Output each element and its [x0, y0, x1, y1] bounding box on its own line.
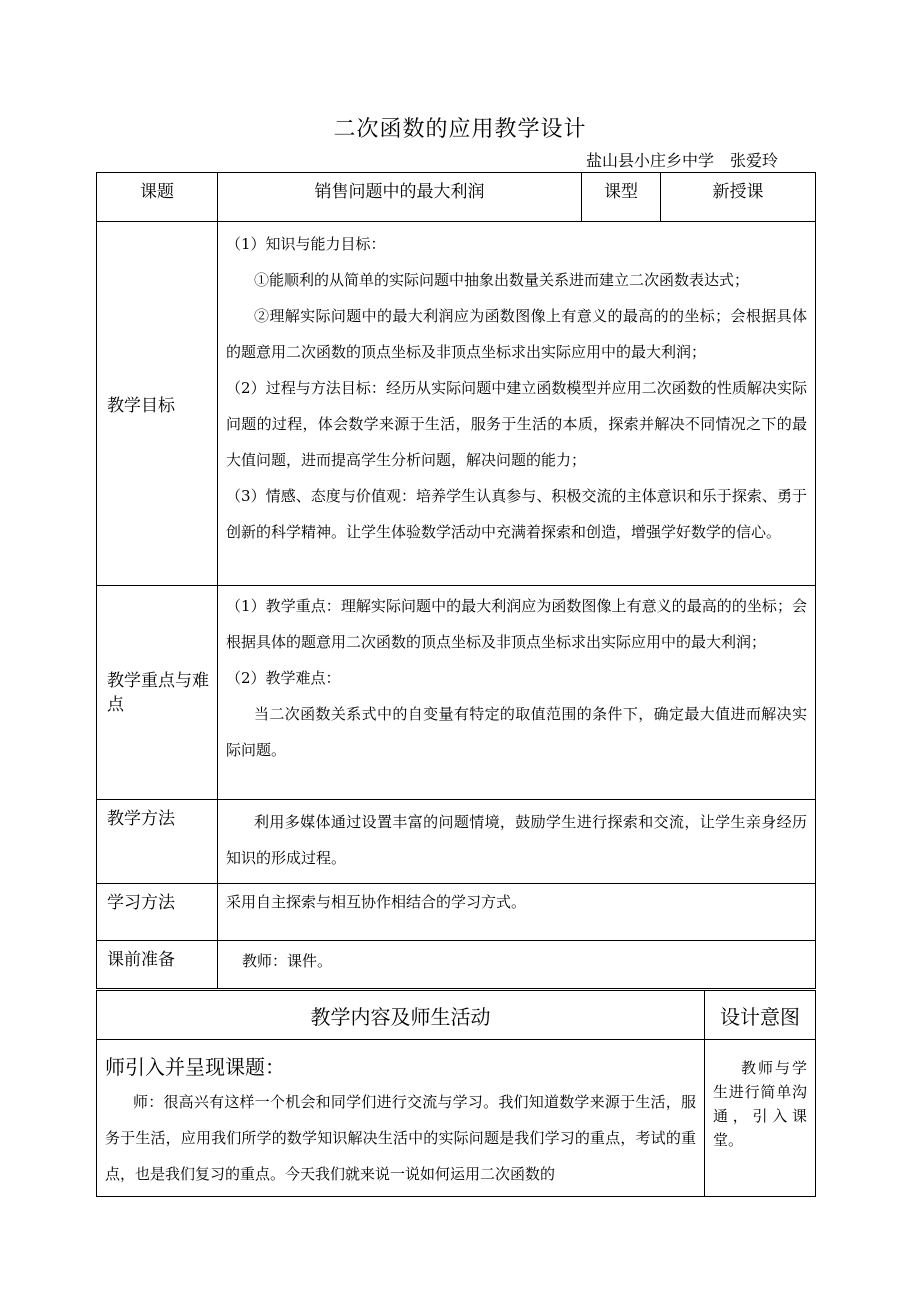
activity-table: [96, 990, 816, 1197]
study-label: 学习方法: [97, 884, 218, 941]
method-label: 教学方法: [97, 800, 218, 884]
goal-3: （3）情感、态度与价值观：培养学生认真参与、积极交流的主体意识和乐于探索、勇于创新的科学精神。让学生体验数学活动中充满着探索和创造，增强学好数学的信心。: [226, 487, 807, 541]
goal-1a: ①能顺利的从简单的实际问题中抽象出数量关系进而建立二次函数表达式；: [254, 271, 750, 289]
activity-header-row: [97, 991, 816, 1040]
study-text: 采用自主探索与相互协作相结合的学习方式。: [226, 893, 527, 911]
topic-row: [97, 173, 816, 222]
study-content: [218, 884, 816, 941]
prep-content: [218, 941, 816, 989]
topic-label: 课题: [97, 173, 218, 222]
goals-content: [218, 222, 816, 586]
topic-value: 销售问题中的最大利润: [218, 173, 582, 222]
header-content: 教学内容及师生活动: [97, 991, 705, 1040]
prep-label: 课前准备: [97, 941, 218, 989]
key-label: 教学重点与难点: [97, 586, 218, 800]
activity-body-row: [97, 1040, 816, 1197]
lesson-info-table: [96, 172, 816, 989]
goals-row: [97, 222, 816, 586]
prep-text: 教师：课件。: [242, 952, 333, 970]
goal-1b: ②理解实际问题中的最大利润应为函数图像上有意义的最高的的坐标；会根据具体的题意用二次函数的顶点坐标及非顶点坐标求出实际应用中的最大利润；: [226, 307, 807, 361]
key-content: [218, 586, 816, 800]
type-label: 课型: [582, 173, 661, 222]
intent-text: 教师与学生进行简单沟通，引入课堂。: [713, 1059, 807, 1149]
intent-content: [705, 1040, 816, 1197]
key-row: [97, 586, 816, 800]
header-intent: 设计意图: [705, 991, 816, 1040]
goal-2: （2）过程与方法目标：经历从实际问题中建立函数模型并应用二次函数的性质解决实际问题的过程，体会数学来源于生活，服务于生活的本质，探索并解决不同情况之下的最大值问题，进而提高学生分析问题，解决问题的能力；: [226, 379, 807, 469]
study-row: [97, 884, 816, 941]
goals-label: 教学目标: [97, 222, 218, 586]
key-point: （1）教学重点：理解实际问题中的最大利润应为函数图像上有意义的最高的的坐标；会根据具体的题意用二次函数的顶点坐标及非顶点坐标求出实际应用中的最大利润；: [226, 597, 807, 651]
difficulty-heading: （2）教学难点：: [226, 669, 341, 687]
type-value: 新授课: [661, 173, 816, 222]
document-title: 二次函数的应用教学设计: [333, 117, 587, 142]
method-content: [218, 800, 816, 884]
activity-content: [97, 1040, 705, 1197]
goal-1-heading: （1）知识与能力目标：: [226, 235, 386, 253]
method-row: [97, 800, 816, 884]
section-text: 师：很高兴有这样一个机会和同学们进行交流与学习。我们知道数学来源于生活，服务于生活，应用我们所学的数学知识解决生活中的实际问题是我们学习的重点，考试的重点，也是我们复习的重点。今天我们就来说一说如何运用二次函数的: [105, 1093, 696, 1183]
author-line: 盐山县小庄乡中学 张爱玲: [586, 151, 779, 170]
section-title: 师引入并呈现课题：: [105, 1055, 285, 1079]
difficulty-text: 当二次函数关系式中的自变量有特定的取值范围的条件下，确定最大值进而解决实际问题。: [226, 705, 807, 759]
method-text: 利用多媒体通过设置丰富的问题情境，鼓励学生进行探索和交流，让学生亲身经历知识的形成过程。: [226, 813, 807, 867]
prep-row: [97, 941, 816, 989]
